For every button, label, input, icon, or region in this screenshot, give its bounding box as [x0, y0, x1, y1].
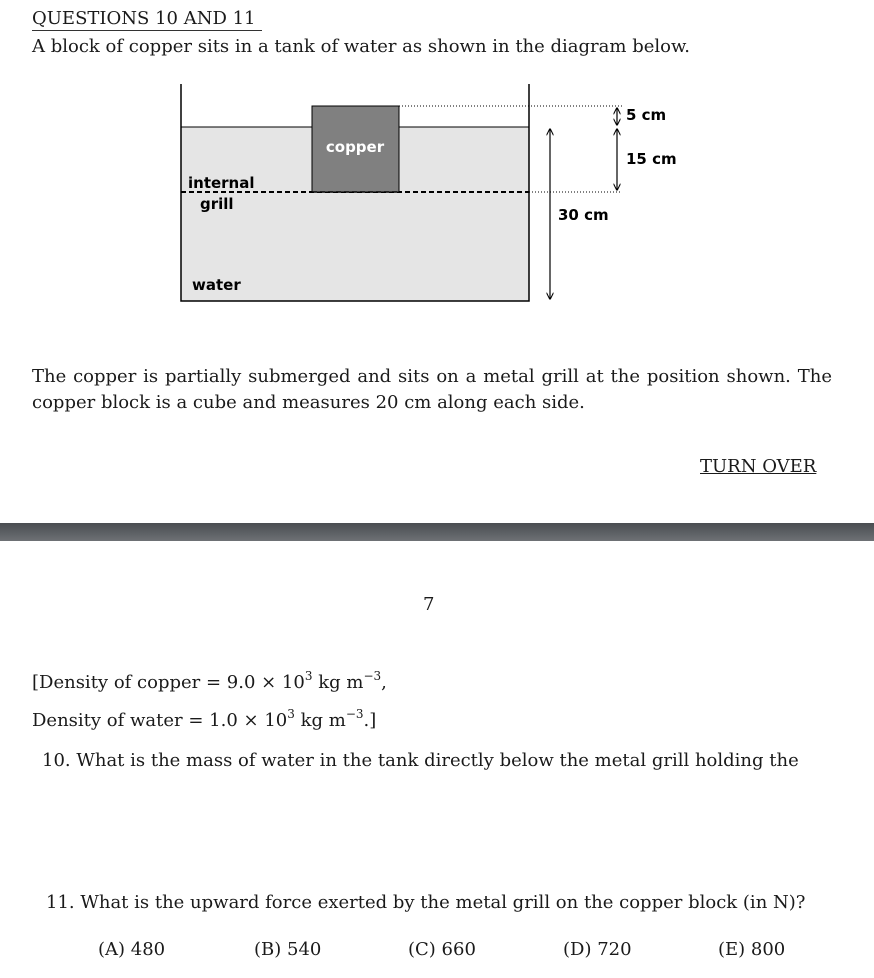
turn-over-link[interactable]: TURN OVER: [700, 456, 817, 477]
question-11-text: 11. What is the upward force exerted by the metal grill on the copper block (in N)?: [46, 892, 806, 913]
tank-diagram: [0, 0, 874, 330]
density-of-copper: [Density of copper = $9.0 \times 10^3$ kg $m^{-3}$,: [32, 669, 387, 693]
choice-b[interactable]: (B) 540: [254, 939, 322, 960]
choice-c[interactable]: (C) 660: [408, 939, 476, 960]
internal-label: internal: [188, 174, 255, 192]
density-of-water: Density of water = $1.0 \times 10^3$ kg $m^{-3}$.]: [32, 707, 377, 731]
dimension-label-5cm: 5 cm: [626, 106, 667, 124]
page-number: 7: [423, 594, 435, 615]
dimension-label-15cm: 15 cm: [626, 150, 677, 168]
copper-label: copper: [325, 138, 385, 156]
intro-text: A block of copper sits in a tank of water as shown in the diagram below.: [32, 36, 690, 57]
grill-label: grill: [200, 195, 234, 213]
dimension-label-30cm: 30 cm: [558, 206, 609, 224]
cut-off-question-10: 10. What is the mass of water in the tank directly below the metal grill holding the: [42, 750, 799, 771]
description-paragraph: The copper is partially submerged and sits on a metal grill at the position shown. The copper block is a cube and measures 20 cm along each side.: [32, 366, 832, 413]
water-label: water: [192, 276, 241, 294]
page-break-bar: [0, 523, 874, 541]
choice-e[interactable]: (E) 800: [718, 939, 786, 960]
questions-heading: QUESTIONS 10 AND 11: [32, 8, 262, 31]
choice-d[interactable]: (D) 720: [563, 939, 632, 960]
choice-a[interactable]: (A) 480: [98, 939, 166, 960]
